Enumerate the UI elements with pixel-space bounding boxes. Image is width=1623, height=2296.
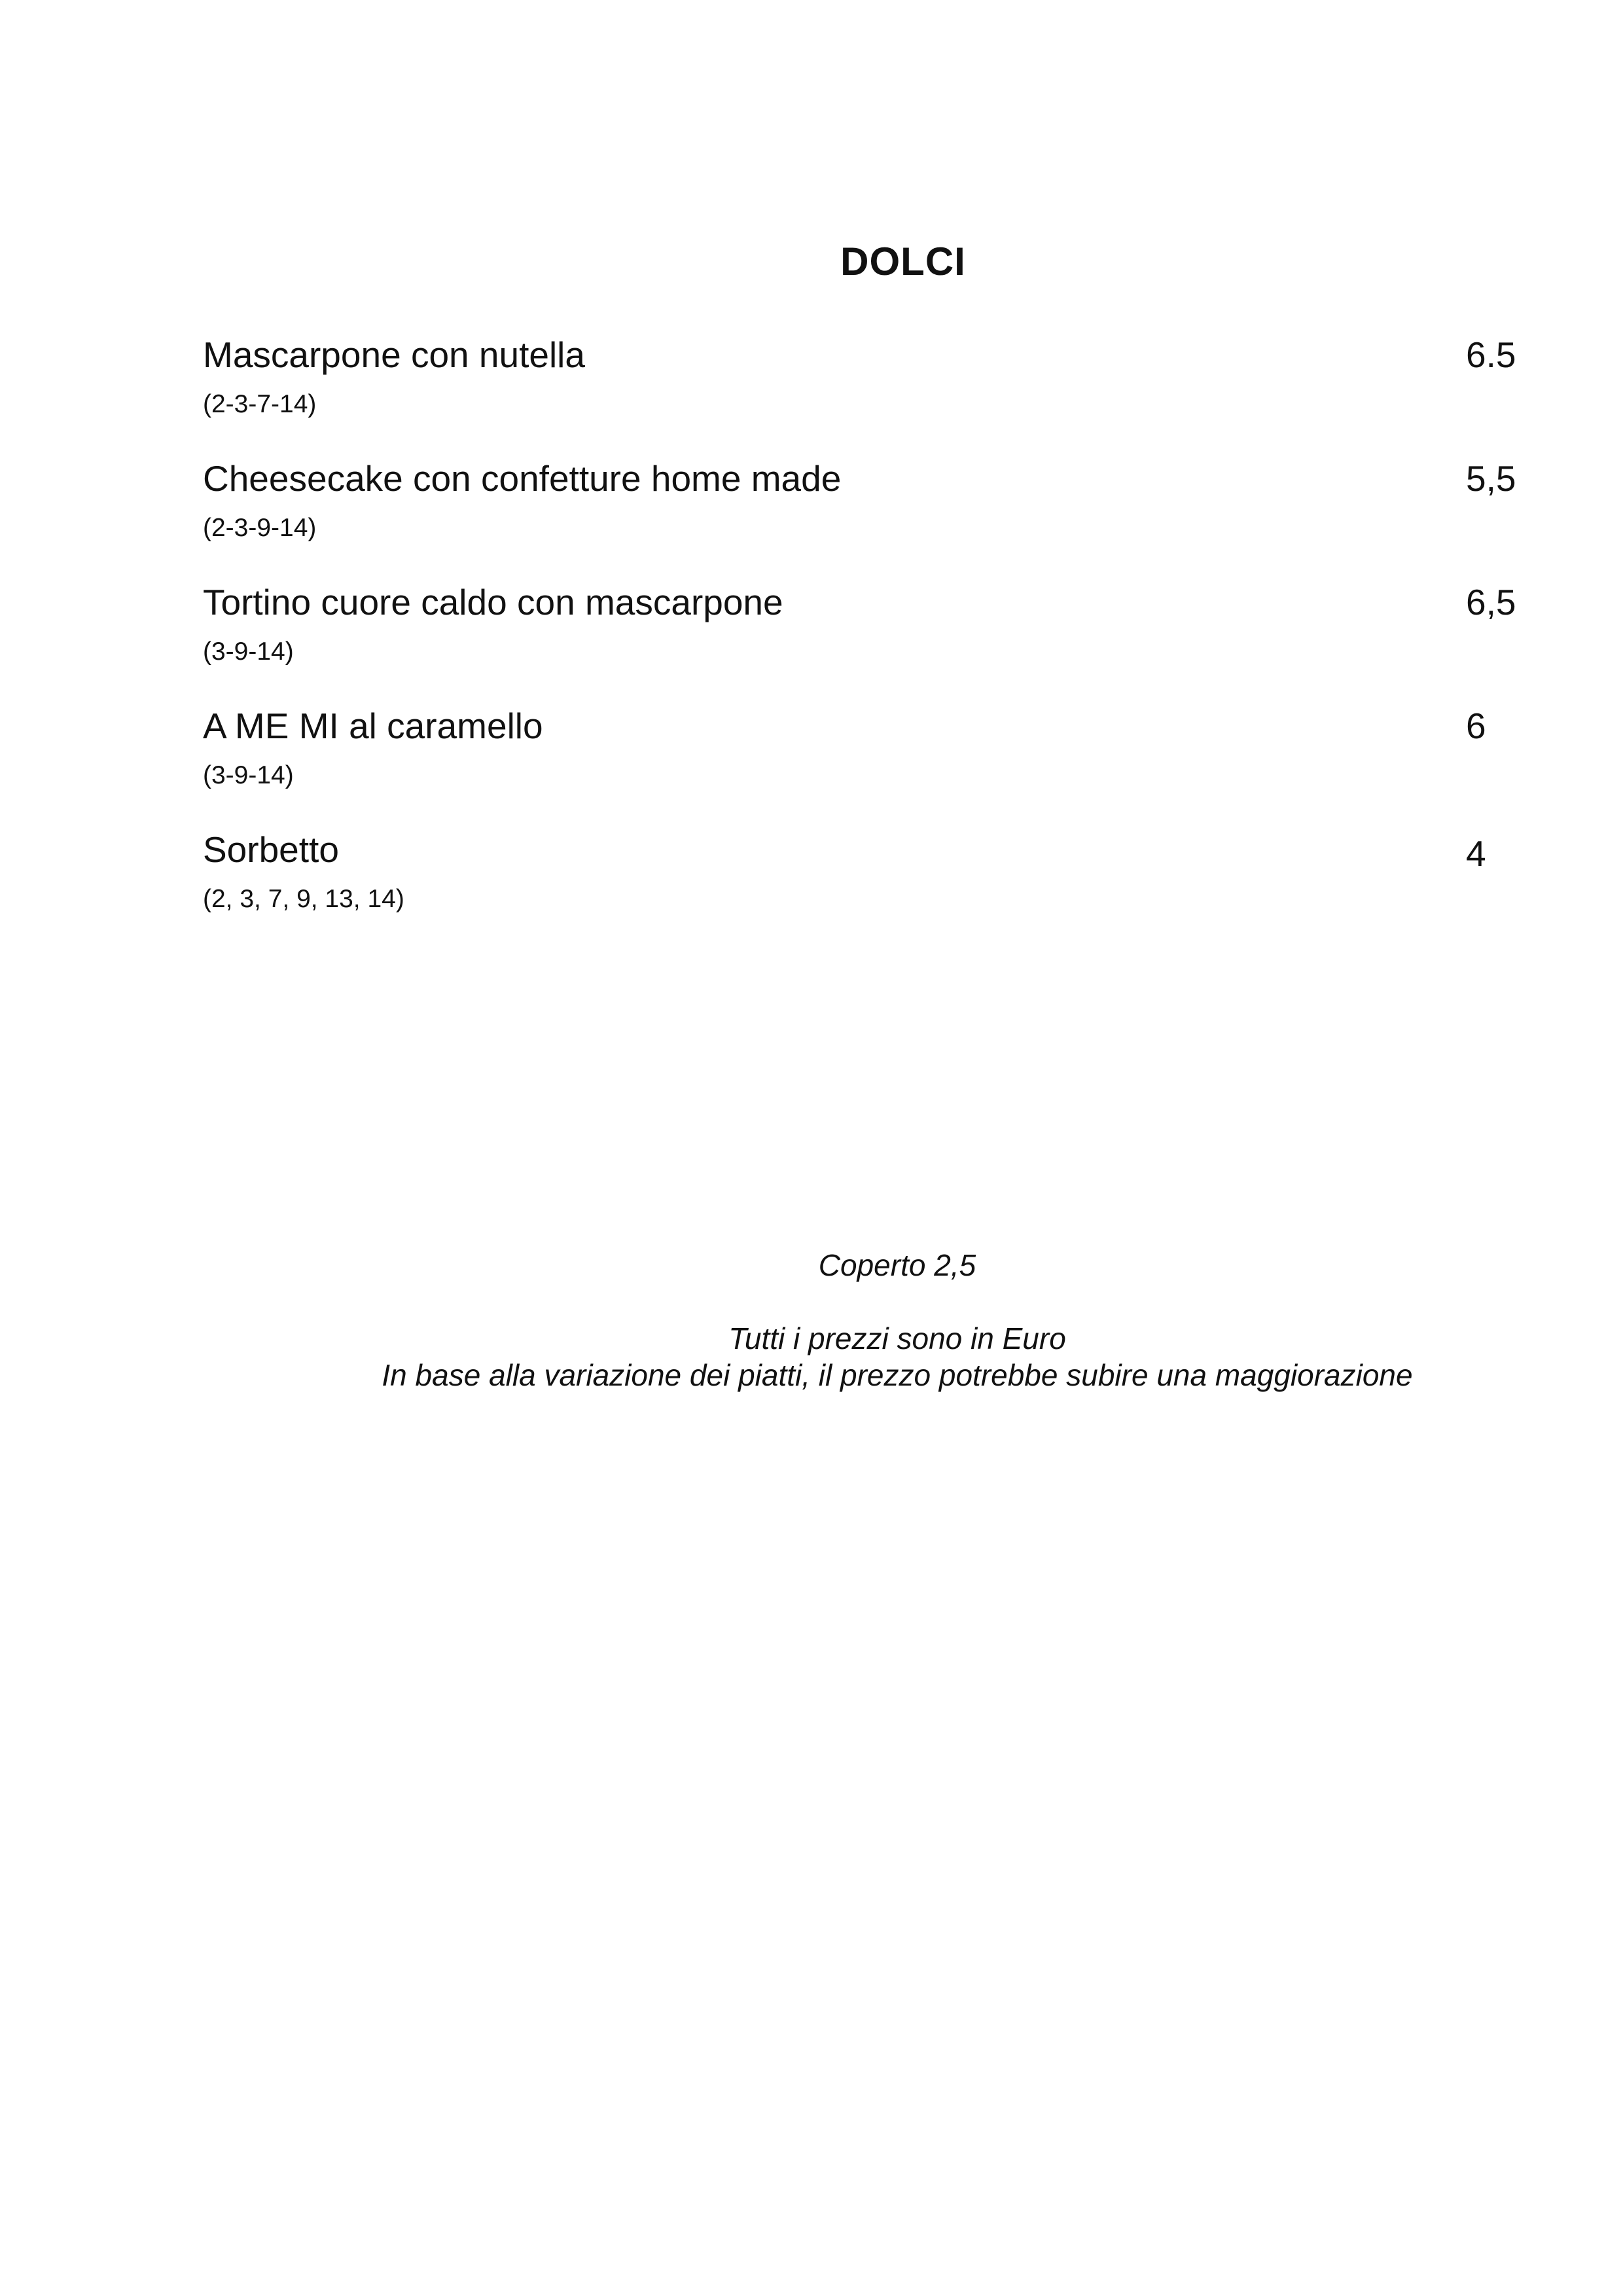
list-item bbox=[203, 568, 1525, 692]
dish-price: 6,5 bbox=[1466, 582, 1516, 622]
list-item bbox=[203, 321, 1525, 444]
dish-allergens: (3-9-14) bbox=[203, 761, 294, 789]
dish-name: Mascarpone con nutella bbox=[203, 334, 585, 375]
list-item bbox=[203, 444, 1525, 568]
list-item bbox=[203, 816, 1525, 939]
dish-price: 6 bbox=[1466, 706, 1486, 746]
dish-allergens: (2, 3, 7, 9, 13, 14) bbox=[203, 885, 404, 913]
dessert-list bbox=[203, 321, 1525, 939]
dish-allergens: (3-9-14) bbox=[203, 637, 294, 666]
dish-name: A ME MI al caramello bbox=[203, 706, 543, 746]
dish-price: 5,5 bbox=[1466, 458, 1516, 499]
dish-allergens: (2-3-7-14) bbox=[203, 390, 317, 418]
dish-price: 4 bbox=[1466, 833, 1486, 874]
list-item bbox=[203, 692, 1525, 816]
dish-name: Tortino cuore caldo con mascarpone bbox=[203, 582, 783, 622]
cover-charge-note: Coperto 2,5 bbox=[818, 1248, 976, 1282]
dish-name: Sorbetto bbox=[203, 829, 339, 870]
menu-title: DOLCI bbox=[840, 240, 966, 283]
dish-name: Cheesecake con confetture home made bbox=[203, 458, 842, 499]
dish-price: 6.5 bbox=[1466, 334, 1516, 375]
currency-note: Tutti i prezzi sono in Euro bbox=[728, 1321, 1066, 1355]
price-variation-note: In base alla variazione dei piatti, il prezzo potrebbe subire una maggiorazione bbox=[382, 1358, 1413, 1392]
dish-allergens: (2-3-9-14) bbox=[203, 514, 317, 542]
